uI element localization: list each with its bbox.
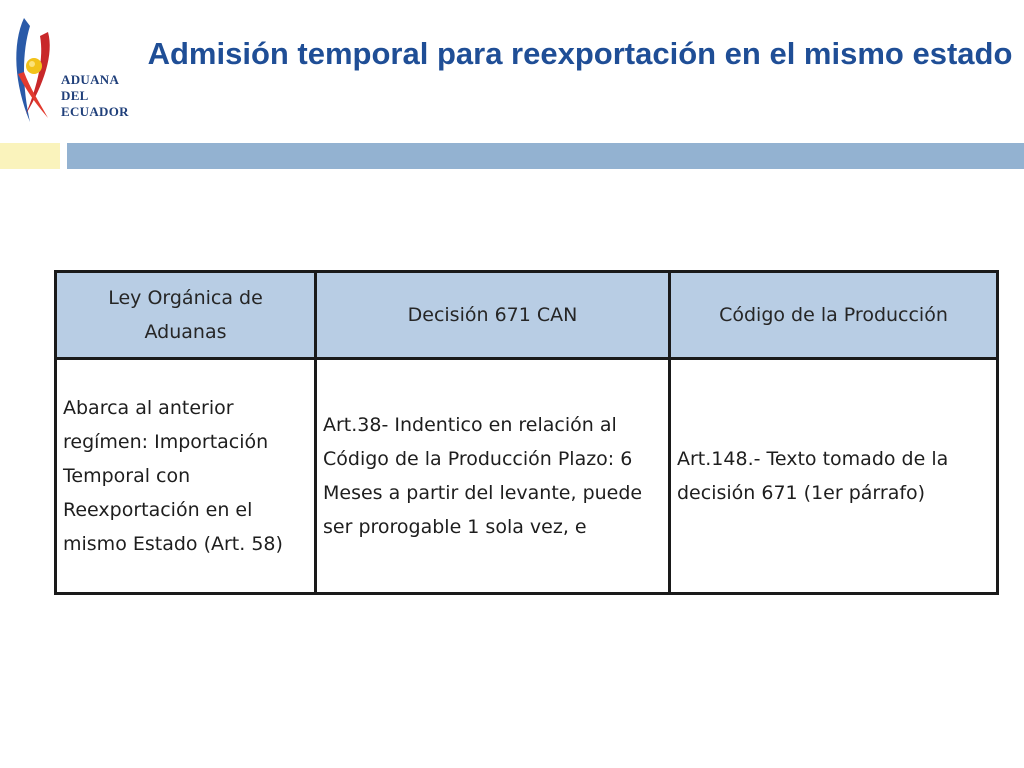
accent-bar-yellow	[0, 143, 60, 169]
cell-ley-organica: Abarca al anterior regímen: Importación Temporal con Reexportación en el mismo Estado (Art. 58)	[56, 359, 316, 594]
logo-wordmark	[61, 72, 129, 120]
header-ley-organica: Ley Orgánica de Aduanas	[56, 272, 316, 359]
header-codigo-produccion: Código de la Producción	[670, 272, 998, 359]
comparison-table	[54, 270, 999, 595]
table-row	[56, 359, 998, 594]
logo-line: ADUANA	[61, 72, 120, 87]
table-header-row	[56, 272, 998, 359]
aduana-logo	[8, 14, 138, 126]
cell-codigo-produccion: Art.148.- Texto tomado de la decisión 671 (1er párrafo)	[670, 359, 998, 594]
slide-title: Admisión temporal para reexportación en el mismo estado	[147, 36, 1013, 71]
logo-line: ECUADOR	[61, 104, 129, 119]
cell-decision-671: Art.38- Indentico en relación al Código de la Producción Plazo: 6 Meses a partir del levante, puede ser prorogable 1 sola vez, e	[316, 359, 670, 594]
logo-line: DEL	[61, 88, 89, 103]
aduana-emblem-icon	[8, 14, 58, 126]
header-decision-671: Decisión 671 CAN	[316, 272, 670, 359]
accent-bar-blue	[67, 143, 1024, 169]
